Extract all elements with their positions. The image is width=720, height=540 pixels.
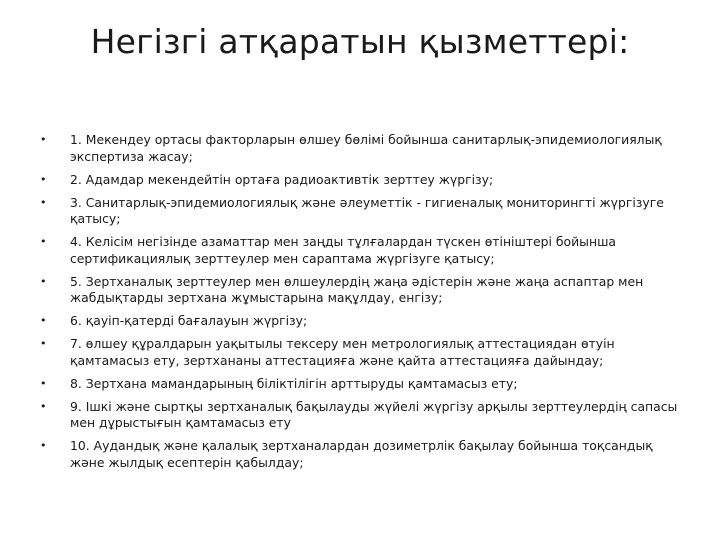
bullet-icon: • <box>40 195 47 209</box>
bullet-list <box>40 132 686 478</box>
bullet-icon: • <box>40 133 47 146</box>
list-item-text: 4. Келісім негізінде азаматтар мен заңды тұлғалардан түскен өтініштері бойынша сертификациялық зерттеулер мен сараптама жүргізуге қатысу; <box>70 234 616 266</box>
list-item <box>40 273 686 307</box>
list-item-text: 9. Ішкі және сыртқы зертханалық бақылауды жүйелі жүргізу арқылы зерттеулердің сапасы мен дұрыстығын қамтамасыз ету <box>70 398 678 430</box>
list-item-text: 6. қауіп-қатерді бағалауын жүргізу; <box>70 313 308 328</box>
bullet-icon: • <box>40 376 47 390</box>
list-item <box>40 398 686 432</box>
list-item <box>40 194 686 228</box>
bullet-icon: • <box>40 274 47 288</box>
list-item <box>40 375 686 393</box>
list-item-text: 3. Санитарлық-эпидемиологиялық және әлеуметтік - гигиеналық мониторингті жүргізуге қатысу; <box>70 194 664 226</box>
list-item-text: 10. Аудандық және қалалық зертханалардан дозиметрлік бақылау бойынша тоқсандық және жылдық есептерін қабылдау; <box>70 438 653 470</box>
list-item-text: 5. Зертханалық зерттеулер мен өлшеулердің жаңа әдістерін және жаңа аспаптар мен жабдықтарды зертхана жұмыстарына мақұлдау, енгізу; <box>70 273 644 305</box>
list-item <box>40 313 686 330</box>
list-item-text: 8. Зертхана мамандарының біліктілігін арттыруды қамтамасыз ету; <box>70 375 518 391</box>
list-item-text: 1. Мекендеу ортасы факторларын өлшеу бөлімі бойынша санитарлық-эпидемиологиялық экспертиза жасау; <box>70 132 662 164</box>
list-item <box>40 234 686 267</box>
list-item <box>40 132 686 165</box>
list-item-text: 2. Адамдар мекендейтін ортаға радиоактивтік зерттеу жүргізу; <box>70 171 494 187</box>
list-item <box>40 438 686 471</box>
list-item <box>40 171 686 189</box>
bullet-icon: • <box>40 314 47 327</box>
list-item <box>40 336 686 369</box>
bullet-icon: • <box>40 235 47 248</box>
slide-title: Негізгі атқаратын қызметтері: <box>90 22 630 61</box>
list-item-text: 7. өлшеу құралдарын уақытылы тексеру мен метрологиялық аттестациядан өтуін қамтамасыз ету, зертхананы аттестацияға және қайта аттестацияға дайындау; <box>70 336 615 368</box>
bullet-icon: • <box>40 439 47 452</box>
bullet-icon: • <box>40 172 47 186</box>
bullet-icon: • <box>40 337 47 350</box>
bullet-icon: • <box>40 399 47 413</box>
